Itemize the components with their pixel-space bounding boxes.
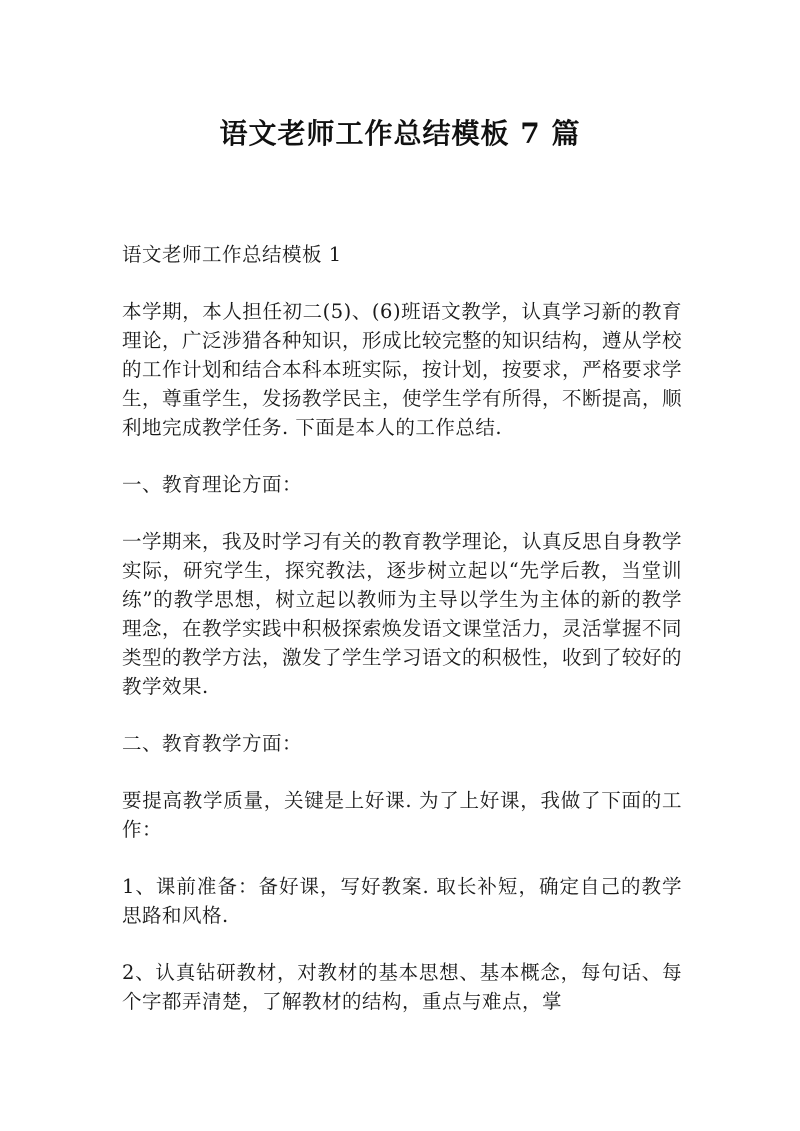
intro-paragraph: 本学期，本人担任初二(5)、(6)班语文教学，认真学习新的教育理论，广泛涉猎各种知识，形成比较完整的知识结构，遵从学校的工作计划和结合本科本班实际，按计划，按要求，严格要求学生，尊重学生，发扬教学民主，使学生学有所得，不断提高，顺利地完成教学任务. 下面是本人的工作总结.: [122, 300, 683, 439]
teaching-intro-paragraph: 要提高教学质量，关键是上好课. 为了上好课，我做了下面的工作：: [122, 789, 682, 841]
section-heading-template-1: 语文老师工作总结模板 1: [122, 243, 342, 266]
list-item-study-materials: 2、认真钻研教材，对教材的基本思想、基本概念，每句话、每个字都弄清楚，了解教材的结构，重点与难点，掌: [122, 961, 682, 1013]
education-theory-paragraph: 一学期来，我及时学习有关的教育教学理论，认真反思自身教学实际，研究学生，探究教法，逐步树立起以“先学后教，当堂训练”的教学思想，树立起以教师为主导以学生为主体的新的教学理念，在教学实践中积极探索焕发语文课堂活力，灵活掌握不同类型的教学方法，激发了学生学习语文的积极性，收到了较好的教学效果.: [122, 530, 683, 698]
list-item-lesson-prep: 1、课前准备：备好课，写好教案. 取长补短，确定自己的教学思路和风格.: [122, 875, 682, 927]
section-heading-education-theory: 一、教育理论方面：: [122, 473, 303, 496]
section-heading-teaching: 二、教育教学方面：: [122, 732, 303, 755]
document-title: 语文老师工作总结模板 7 篇: [219, 117, 581, 150]
document-body: [122, 240, 682, 1044]
